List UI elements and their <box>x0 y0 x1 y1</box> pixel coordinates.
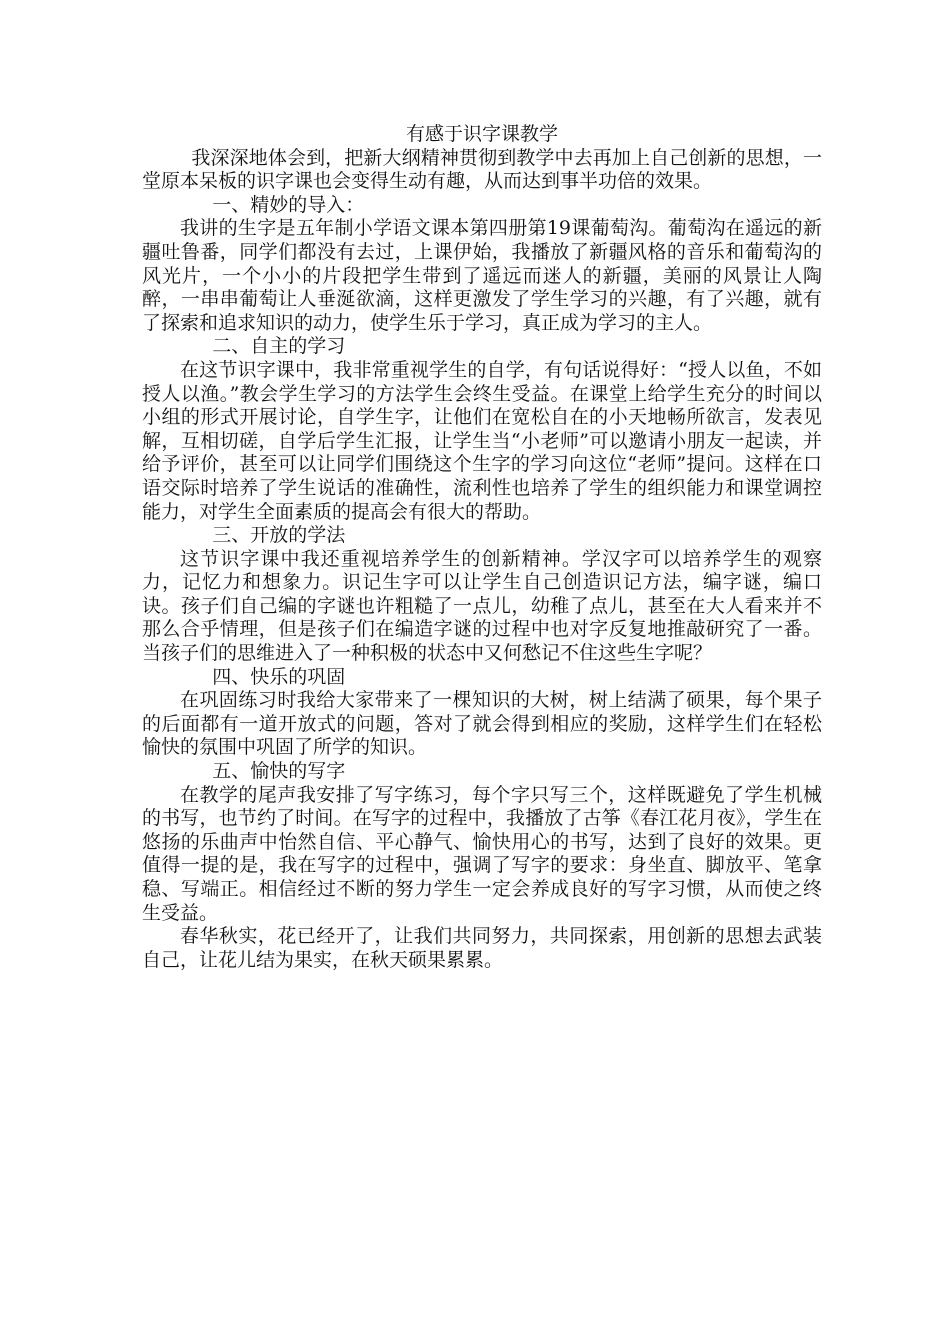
section-body-4: 在巩固练习时我给大家带来了一棵知识的大树，树上结满了硕果，每个果子的后面都有一道开放式的问题，答对了就会得到相应的奖励，这样学生们在轻松愉快的氛围中巩固了所学的知识。 <box>142 689 822 759</box>
section-body-2: 在这节识字课中，我非常重视学生的自学，有句话说得好：“授人以鱼，不如授人以渔。”教会学生学习的方法学生会终生受益。在课堂上给学生充分的时间以小组的形式开展讨论，自学生字，让他们在宽松自在的小天地畅所欲言，发表见解，互相切磋，自学后学生汇报，让学生当“小老师”可以邀请小朋友一起读，并给予评价，甚至可以让同学们围绕这个生字的学习向这位“老师”提问。这样在口语交际时培养了学生说话的准确性，流利性也培养了学生的组织能力和课堂调控能力，对学生全面素质的提高会有很大的帮助。 <box>142 358 822 523</box>
intro-paragraph: 我深深地体会到，把新大纲精神贯彻到教学中去再加上自己创新的思想，一堂原本呆板的识字课也会变得生动有趣，从而达到事半功倍的效果。 <box>142 146 822 193</box>
section-body-1: 我讲的生字是五年制小学语文课本第四册第19课葡萄沟。葡萄沟在遥远的新疆吐鲁番，同学们都没有去过，上课伊始，我播放了新疆风格的音乐和葡萄沟的风光片，一个小小的片段把学生带到了遥远而迷人的新疆，美丽的风景让人陶醉，一串串葡萄让人垂涎欲滴，这样更激发了学生学习的兴趣，有了兴趣，就有了探索和追求知识的动力，使学生乐于学习，真正成为学习的主人。 <box>142 217 822 334</box>
section-body-3: 这节识字课中我还重视培养学生的创新精神。学汉字可以培养学生的观察力，记忆力和想象力。识记生字可以让学生自己创造识记方法，编字谜，编口诀。孩子们自己编的字谜也许粗糙了一点儿，幼稚了点儿，甚至在大人看来并不那么合乎情理，但是孩子们在编造字谜的过程中也对字反复地推敲研究了一番。当孩子们的思维进入了一种积极的状态中又何愁记不住这些生字呢？ <box>142 547 822 665</box>
section-heading-2: 二、自主的学习 <box>212 335 346 358</box>
section-body-5: 在教学的尾声我安排了写字练习，每个字只写三个，这样既避免了学生机械的书写，也节约了时间。在写字的过程中，我播放了古筝《春江花月夜》，学生在悠扬的乐曲声中怡然自信、平心静气、愉快用心的书写，达到了良好的效果。更值得一提的是，我在写字的过程中，强调了写字的要求：身坐直、脚放平、笔拿稳、写端正。相信经过不断的努力学生一定会养成良好的写字习惯，从而使之终生受益。 <box>142 783 822 924</box>
section-heading-1: 一、精妙的导入： <box>212 193 365 216</box>
section-heading-5: 五、愉快的写字 <box>212 760 346 783</box>
document-page <box>142 123 822 972</box>
section-heading-4: 四、快乐的巩固 <box>212 665 346 688</box>
section-heading-3: 三、开放的学法 <box>212 524 346 547</box>
document-title: 有感于识字课教学 <box>405 123 558 145</box>
conclusion-paragraph: 春华秋实，花已经开了，让我们共同努力，共同探索，用创新的思想去武装自己，让花儿结为果实，在秋天硕果累累。 <box>142 925 822 971</box>
